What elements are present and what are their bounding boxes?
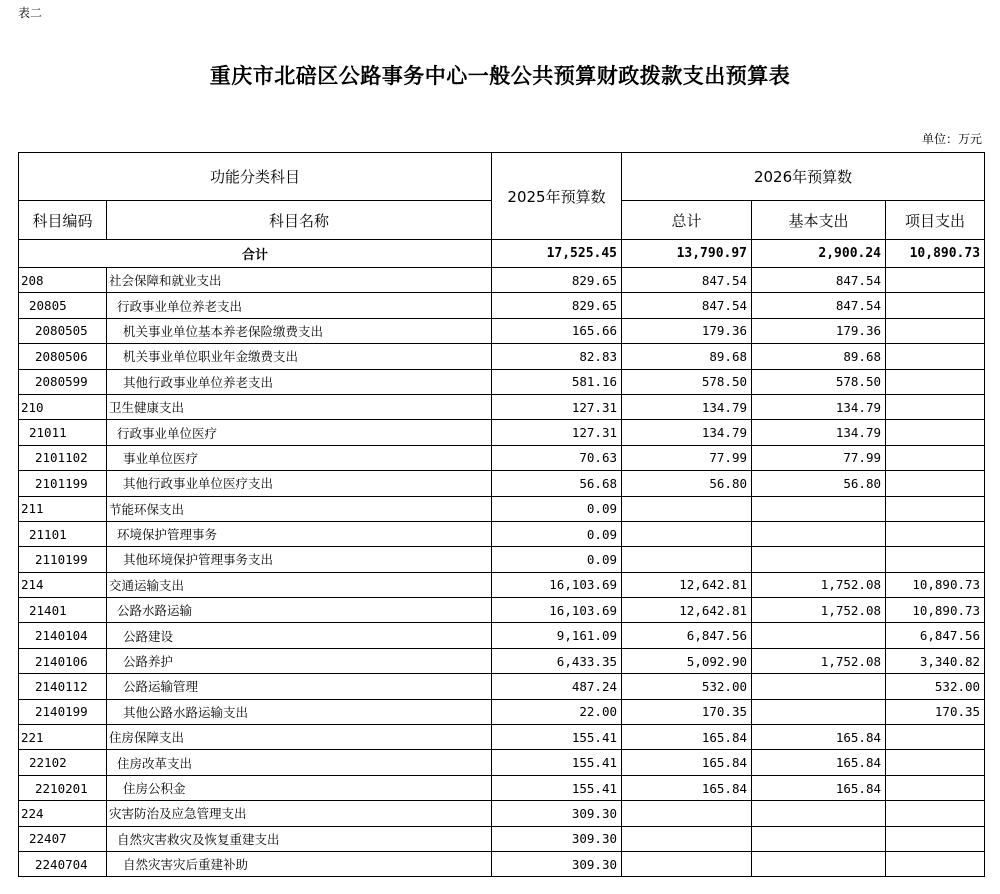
row-basic: 179.36 — [752, 318, 886, 343]
row-budget-2025: 127.31 — [492, 420, 622, 445]
row-total: 165.84 — [622, 775, 752, 800]
table-row — [19, 268, 985, 293]
row-basic: 578.50 — [752, 369, 886, 394]
row-budget-2025: 16,103.69 — [492, 598, 622, 623]
row-code: 2140112 — [19, 674, 107, 699]
table-row — [19, 598, 985, 623]
row-code: 22102 — [19, 750, 107, 775]
row-budget-2025: 155.41 — [492, 750, 622, 775]
row-project — [886, 394, 985, 419]
row-project — [886, 826, 985, 851]
row-total — [622, 521, 752, 546]
row-total — [622, 801, 752, 826]
row-code: 214 — [19, 572, 107, 597]
row-budget-2025: 487.24 — [492, 674, 622, 699]
total-project: 10,890.73 — [886, 240, 985, 268]
header-func-class: 功能分类科目 — [19, 153, 492, 201]
row-budget-2025: 22.00 — [492, 699, 622, 724]
row-total: 12,642.81 — [622, 572, 752, 597]
row-project — [886, 369, 985, 394]
table-row — [19, 471, 985, 496]
row-project — [886, 445, 985, 470]
row-project — [886, 547, 985, 572]
row-basic: 165.84 — [752, 750, 886, 775]
row-basic: 77.99 — [752, 445, 886, 470]
header-budget-2025: 2025年预算数 — [492, 153, 622, 240]
row-total: 578.50 — [622, 369, 752, 394]
row-project — [886, 851, 985, 876]
total-row — [19, 240, 985, 268]
row-budget-2025: 829.65 — [492, 293, 622, 318]
row-basic: 89.68 — [752, 344, 886, 369]
row-total — [622, 826, 752, 851]
row-budget-2025: 309.30 — [492, 801, 622, 826]
header-budget-2026: 2026年预算数 — [622, 153, 985, 201]
row-code: 2110199 — [19, 547, 107, 572]
row-budget-2025: 16,103.69 — [492, 572, 622, 597]
row-code: 20805 — [19, 293, 107, 318]
total-label: 合计 — [19, 240, 492, 268]
table-row — [19, 725, 985, 750]
row-name: 行政事业单位养老支出 — [107, 293, 492, 318]
row-name: 公路养护 — [107, 648, 492, 673]
row-total: 12,642.81 — [622, 598, 752, 623]
row-total: 134.79 — [622, 420, 752, 445]
row-basic: 134.79 — [752, 394, 886, 419]
header-name: 科目名称 — [107, 201, 492, 240]
row-project — [886, 318, 985, 343]
row-basic — [752, 623, 886, 648]
row-code: 21011 — [19, 420, 107, 445]
row-project: 170.35 — [886, 699, 985, 724]
table-row — [19, 496, 985, 521]
row-budget-2025: 581.16 — [492, 369, 622, 394]
row-basic — [752, 521, 886, 546]
row-name: 住房改革支出 — [107, 750, 492, 775]
row-total: 89.68 — [622, 344, 752, 369]
table-row — [19, 547, 985, 572]
row-code: 210 — [19, 394, 107, 419]
row-budget-2025: 70.63 — [492, 445, 622, 470]
row-basic: 165.84 — [752, 775, 886, 800]
row-total: 170.35 — [622, 699, 752, 724]
row-project — [886, 725, 985, 750]
row-total: 77.99 — [622, 445, 752, 470]
row-code: 22407 — [19, 826, 107, 851]
row-project — [886, 801, 985, 826]
row-name: 自然灾害救灾及恢复重建支出 — [107, 826, 492, 851]
row-project: 6,847.56 — [886, 623, 985, 648]
table-row — [19, 572, 985, 597]
table-row — [19, 318, 985, 343]
row-name: 住房保障支出 — [107, 725, 492, 750]
row-basic — [752, 547, 886, 572]
row-project — [886, 521, 985, 546]
header-project: 项目支出 — [886, 201, 985, 240]
row-basic — [752, 826, 886, 851]
row-name: 行政事业单位医疗 — [107, 420, 492, 445]
row-name: 自然灾害灾后重建补助 — [107, 851, 492, 876]
row-project — [886, 496, 985, 521]
row-project — [886, 750, 985, 775]
row-code: 221 — [19, 725, 107, 750]
row-budget-2025: 0.09 — [492, 521, 622, 546]
row-budget-2025: 829.65 — [492, 268, 622, 293]
table-row — [19, 293, 985, 318]
row-basic: 847.54 — [752, 293, 886, 318]
row-budget-2025: 6,433.35 — [492, 648, 622, 673]
row-code: 2210201 — [19, 775, 107, 800]
row-code: 21101 — [19, 521, 107, 546]
row-budget-2025: 82.83 — [492, 344, 622, 369]
row-basic: 1,752.08 — [752, 572, 886, 597]
header-basic: 基本支出 — [752, 201, 886, 240]
row-basic — [752, 801, 886, 826]
row-basic: 165.84 — [752, 725, 886, 750]
row-name: 机关事业单位职业年金缴费支出 — [107, 344, 492, 369]
row-budget-2025: 155.41 — [492, 725, 622, 750]
header-total: 总计 — [622, 201, 752, 240]
row-basic — [752, 496, 886, 521]
total-basic: 2,900.24 — [752, 240, 886, 268]
row-code: 2080505 — [19, 318, 107, 343]
row-budget-2025: 309.30 — [492, 826, 622, 851]
row-total: 847.54 — [622, 268, 752, 293]
page-title: 重庆市北碚区公路事务中心一般公共预算财政拨款支出预算表 — [209, 63, 791, 88]
table-row — [19, 369, 985, 394]
row-project — [886, 420, 985, 445]
row-budget-2025: 165.66 — [492, 318, 622, 343]
row-basic — [752, 699, 886, 724]
row-name: 其他行政事业单位养老支出 — [107, 369, 492, 394]
row-code: 211 — [19, 496, 107, 521]
row-code: 208 — [19, 268, 107, 293]
row-basic: 1,752.08 — [752, 598, 886, 623]
row-total — [622, 547, 752, 572]
row-name: 其他环境保护管理事务支出 — [107, 547, 492, 572]
row-total: 532.00 — [622, 674, 752, 699]
row-project: 10,890.73 — [886, 572, 985, 597]
total-2025: 17,525.45 — [492, 240, 622, 268]
row-project — [886, 344, 985, 369]
row-total: 179.36 — [622, 318, 752, 343]
table-row — [19, 775, 985, 800]
row-budget-2025: 127.31 — [492, 394, 622, 419]
row-code: 21401 — [19, 598, 107, 623]
row-code: 224 — [19, 801, 107, 826]
unit-label: 单位：万元 — [921, 132, 982, 146]
row-code: 2080506 — [19, 344, 107, 369]
row-name: 其他公路水路运输支出 — [107, 699, 492, 724]
table-row — [19, 648, 985, 673]
row-name: 其他行政事业单位医疗支出 — [107, 471, 492, 496]
row-basic: 56.80 — [752, 471, 886, 496]
row-total — [622, 851, 752, 876]
table-row — [19, 344, 985, 369]
row-budget-2025: 9,161.09 — [492, 623, 622, 648]
row-total: 134.79 — [622, 394, 752, 419]
row-basic — [752, 851, 886, 876]
row-name: 节能环保支出 — [107, 496, 492, 521]
row-code: 2140104 — [19, 623, 107, 648]
row-project — [886, 268, 985, 293]
row-basic — [752, 674, 886, 699]
header-code: 科目编码 — [19, 201, 107, 240]
table-row — [19, 851, 985, 876]
row-total: 6,847.56 — [622, 623, 752, 648]
table-row — [19, 623, 985, 648]
table-row — [19, 750, 985, 775]
row-name: 环境保护管理事务 — [107, 521, 492, 546]
row-total: 847.54 — [622, 293, 752, 318]
row-code: 2101102 — [19, 445, 107, 470]
row-budget-2025: 309.30 — [492, 851, 622, 876]
row-project: 3,340.82 — [886, 648, 985, 673]
table-row — [19, 445, 985, 470]
row-project: 10,890.73 — [886, 598, 985, 623]
row-name: 事业单位医疗 — [107, 445, 492, 470]
row-project — [886, 471, 985, 496]
table-body — [19, 240, 985, 877]
row-name: 卫生健康支出 — [107, 394, 492, 419]
row-name: 公路建设 — [107, 623, 492, 648]
row-name: 住房公积金 — [107, 775, 492, 800]
table-row — [19, 801, 985, 826]
row-budget-2025: 56.68 — [492, 471, 622, 496]
table-row — [19, 420, 985, 445]
row-project: 532.00 — [886, 674, 985, 699]
row-code: 2240704 — [19, 851, 107, 876]
row-total: 5,092.90 — [622, 648, 752, 673]
row-name: 社会保障和就业支出 — [107, 268, 492, 293]
row-project — [886, 293, 985, 318]
row-basic: 1,752.08 — [752, 648, 886, 673]
budget-table — [18, 152, 985, 877]
total-total: 13,790.97 — [622, 240, 752, 268]
table-row — [19, 394, 985, 419]
row-code: 2140106 — [19, 648, 107, 673]
row-name: 机关事业单位基本养老保险缴费支出 — [107, 318, 492, 343]
row-code: 2101199 — [19, 471, 107, 496]
row-total: 165.84 — [622, 750, 752, 775]
row-name: 公路运输管理 — [107, 674, 492, 699]
row-budget-2025: 0.09 — [492, 496, 622, 521]
table-row — [19, 826, 985, 851]
row-name: 灾害防治及应急管理支出 — [107, 801, 492, 826]
row-budget-2025: 155.41 — [492, 775, 622, 800]
row-total — [622, 496, 752, 521]
row-total: 56.80 — [622, 471, 752, 496]
row-total: 165.84 — [622, 725, 752, 750]
table-row — [19, 521, 985, 546]
row-basic: 134.79 — [752, 420, 886, 445]
row-code: 2080599 — [19, 369, 107, 394]
table-row — [19, 674, 985, 699]
row-code: 2140199 — [19, 699, 107, 724]
row-name: 公路水路运输 — [107, 598, 492, 623]
row-basic: 847.54 — [752, 268, 886, 293]
table-number-note: 表二 — [18, 6, 43, 20]
row-budget-2025: 0.09 — [492, 547, 622, 572]
row-project — [886, 775, 985, 800]
table-row — [19, 699, 985, 724]
row-name: 交通运输支出 — [107, 572, 492, 597]
